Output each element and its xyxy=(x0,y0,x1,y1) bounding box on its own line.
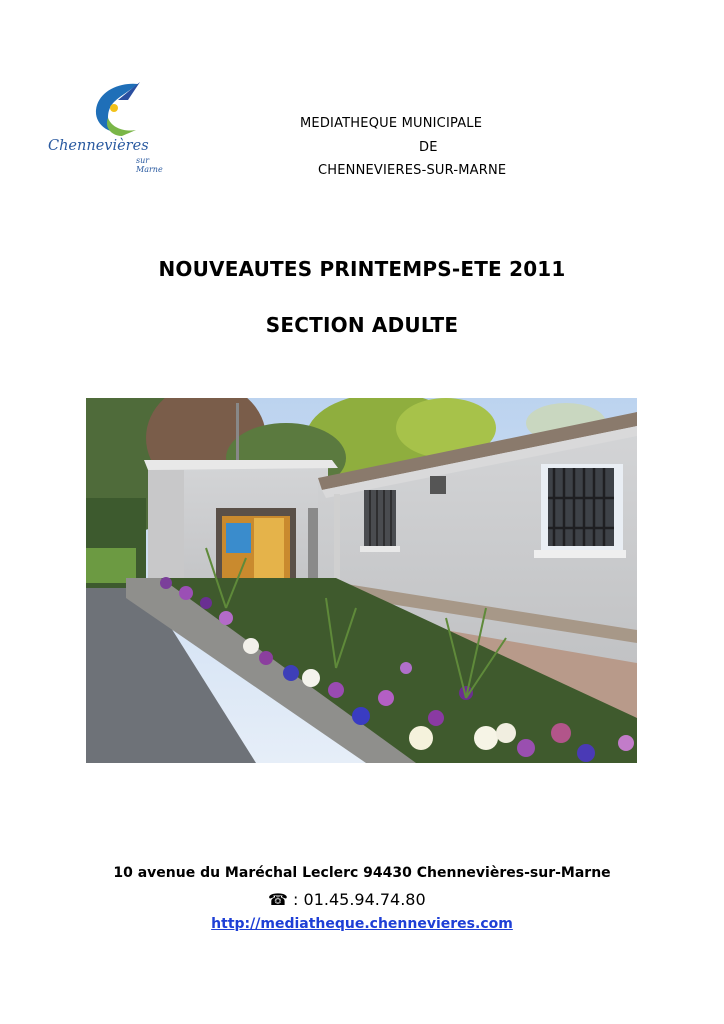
phone-separator: : xyxy=(293,890,299,909)
chennevieres-logo xyxy=(48,78,178,174)
page-subtitle: SECTION ADULTE xyxy=(265,313,459,337)
telephone-icon: ☎ xyxy=(268,890,288,909)
header-line-1: MEDIATHEQUE MUNICIPALE xyxy=(300,116,483,131)
website-link[interactable]: http://mediatheque.chennevieres.com xyxy=(211,916,513,932)
header-line-3: CHENNEVIERES-SUR-MARNE xyxy=(318,163,507,178)
library-building-photo xyxy=(86,398,637,763)
logo-mark-icon xyxy=(48,78,178,140)
logo-subtitle: sur Marne xyxy=(136,156,163,174)
header-line-2: DE xyxy=(419,140,438,155)
phone-number: 01.45.94.74.80 xyxy=(303,890,426,909)
phone-line xyxy=(268,890,426,909)
address: 10 avenue du Maréchal Leclerc 94430 Chennevières-sur-Marne xyxy=(113,865,611,881)
page-title: NOUVEAUTES PRINTEMPS-ETE 2011 xyxy=(158,257,566,281)
logo-name: Chennevières xyxy=(48,138,149,154)
